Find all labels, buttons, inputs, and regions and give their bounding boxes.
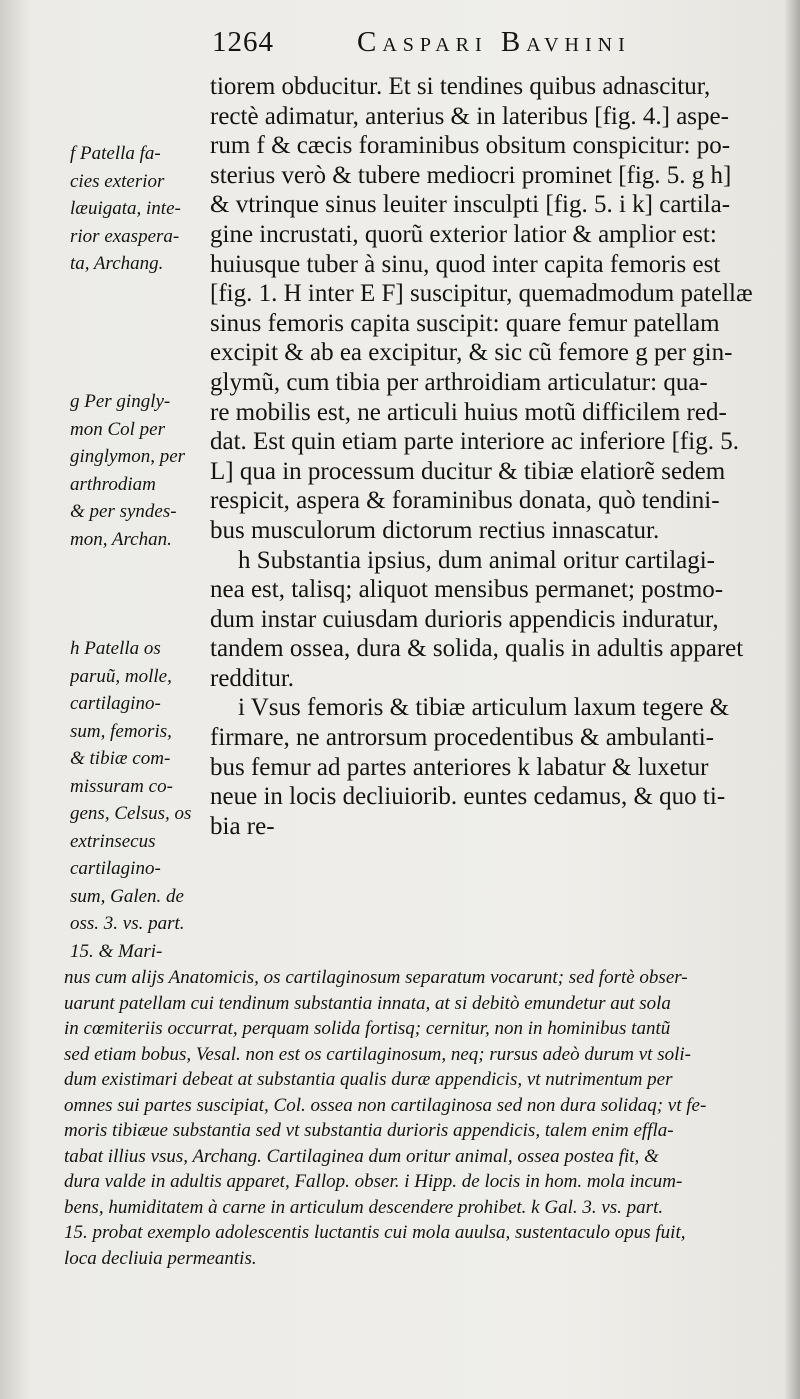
text-line: dat. Est quin etiam parte interiore ac inferiore [fig. 5.: [210, 428, 739, 456]
margin-note-line: & per syndes-: [70, 501, 177, 522]
text-line: re mobilis est, ne articuli huius motũ difficilem red-: [210, 398, 727, 426]
text-line: rum f & cæcis foraminibus obsitum conspicitur: po-: [210, 132, 731, 160]
text-line: [fig. 1. H inter E F] suscipitur, quemadmodum patellæ: [210, 280, 753, 308]
text-line: glymũ, cum tibia per arthroidiam articulatur: qua-: [210, 368, 708, 396]
text-line: nea est, talisq; aliquot mensibus permanet; postmo-: [210, 576, 724, 604]
page-header: [212, 26, 792, 72]
text-line: firmare, ne antrorsum procedentibus & ambulanti-: [210, 724, 715, 752]
margin-note-line: 15. & Mari-: [70, 940, 163, 962]
margin-note-line: f Patella fa-: [70, 143, 161, 164]
text-line: tiorem obducitur. Et si tendines quibus adnascitur,: [210, 73, 711, 100]
text-line: h Substantia ipsius, dum animal oritur cartilagi-: [238, 546, 716, 574]
footnote-block: [64, 965, 790, 1271]
margin-note-line: & tibiæ com-: [70, 748, 171, 769]
margin-note-line: extrinsecus: [70, 830, 156, 852]
text-line: neue in locis decliuiorib. euntes cedamus, & quo ti-: [210, 783, 726, 811]
text-line: respicit, aspera & foraminibus donata, quò tendini-: [210, 487, 720, 515]
margin-note-line: ginglymon, per: [70, 446, 186, 467]
footnote-line: dum existimari debeat at substantia qualis duræ appendicis, vt nutrimentum per: [64, 1069, 673, 1090]
text-line: L] qua in processum ducitur & tibiæ elatiorẽ sedem: [210, 457, 726, 485]
margin-note-line: mon, Archan.: [70, 528, 172, 550]
footnote-line: omnes sui partes suscipiat, Col. ossea non cartilaginosa sed non dura solidaq; vt fe-: [64, 1094, 707, 1116]
text-line: bus musculorum dictorum rectius innascatur.: [210, 516, 660, 544]
footnote-line: uarunt patellam cui tendinum substantia innata, at si debitò emundetur aut sola: [64, 992, 671, 1014]
text-line: sterius verò & tubere mediocri prominet [fig. 5. g h]: [210, 161, 732, 189]
text-line: dum instar cuiusdam durioris appendicis induratur,: [210, 605, 719, 633]
margin-note-line: cartilagino-: [70, 858, 161, 879]
margin-note-line: rior exaspera-: [70, 225, 180, 247]
margin-note-line: paruũ, molle,: [70, 665, 172, 687]
margin-note-line: missuram co-: [70, 775, 173, 797]
margin-note: [70, 140, 210, 278]
margin-note-line: mon Col per: [70, 418, 165, 440]
text-line: & vtrinque sinus leuiter insculpti [fig. 5. i k] cartila-: [210, 191, 731, 219]
text-line: sinus femoris capita suscipit: quare femur patellam: [210, 309, 720, 337]
running-head: Caspari Bavhini: [357, 26, 631, 58]
margin-note: [70, 635, 210, 965]
text-line: redditur.: [210, 664, 295, 692]
margin-note-line: cartilagino-: [70, 693, 161, 714]
page-edge-shadow: [784, 0, 800, 1399]
footnote-line: loca decliuia permeantis.: [64, 1247, 257, 1269]
footnote-line: tabat illius vsus, Archang. Cartilaginea dum oritur animal, ossea postea fit, &: [64, 1145, 659, 1167]
footnote-line: bens, humiditatem à carne in articulum descendere prohibet. k Gal. 3. vs. part.: [64, 1196, 664, 1218]
text-line: i Vsus femoris & tibiæ articulum laxum tegere &: [238, 694, 730, 722]
footnote-line: dura valde in adultis apparet, Fallop. obser. i Hipp. de locis in hom. mola incum-: [64, 1171, 683, 1192]
footnote-line: nus cum alijs Anatomicis, os cartilaginosum separatum vocarunt; sed fortè obser-: [64, 967, 688, 988]
margin-note-line: læuigata, inte-: [70, 198, 181, 219]
margin-note-line: cies exterior: [70, 170, 165, 192]
text-line: bus femur ad partes anteriores k labatur & luxetur: [210, 753, 709, 781]
text-line: rectè adimatur, anterius & in lateribus [fig. 4.] aspe-: [210, 102, 729, 130]
main-text-block: [210, 72, 790, 841]
margin-note-line: g Per gingly-: [70, 391, 171, 412]
text-line: bia re-: [210, 812, 275, 840]
margin-note-line: h Patella os: [70, 638, 161, 659]
margin-note-line: oss. 3. vs. part.: [70, 913, 185, 934]
margin-note-line: arthrodiam: [70, 473, 156, 495]
text-line: huiusque tuber à sinu, quod inter capita femoris est: [210, 250, 721, 278]
text-line: excipit & ab ea excipitur, & sic cũ femore g per gin-: [210, 339, 733, 367]
margin-note-line: gens, Celsus, os: [70, 803, 192, 824]
page-number: 1264: [212, 26, 274, 58]
footnote-line: in cœmiteriis occurrat, perquam solida fortisq; cernitur, non in hominibus tantũ: [64, 1018, 671, 1039]
footnote-line: moris tibiæue substantia sed vt substantia durioris appendicis, talem enim effla-: [64, 1120, 674, 1141]
footnote-line: 15. probat exemplo adolescentis luctantis cui mola auulsa, sustentaculo opus fuit,: [64, 1222, 686, 1243]
margin-note-line: sum, femoris,: [70, 720, 172, 742]
margin-note-line: sum, Galen. de: [70, 885, 184, 907]
text-line: gine incrustati, quorũ exterior latior & amplior est:: [210, 220, 717, 248]
margin-note-line: ta, Archang.: [70, 253, 164, 274]
margin-note: [70, 388, 210, 553]
footnote-line: sed etiam bobus, Vesal. non est os cartilaginosum, neq; rursus adeò durum vt soli-: [64, 1043, 691, 1065]
text-line: tandem ossea, dura & solida, qualis in adultis apparet: [210, 635, 744, 663]
